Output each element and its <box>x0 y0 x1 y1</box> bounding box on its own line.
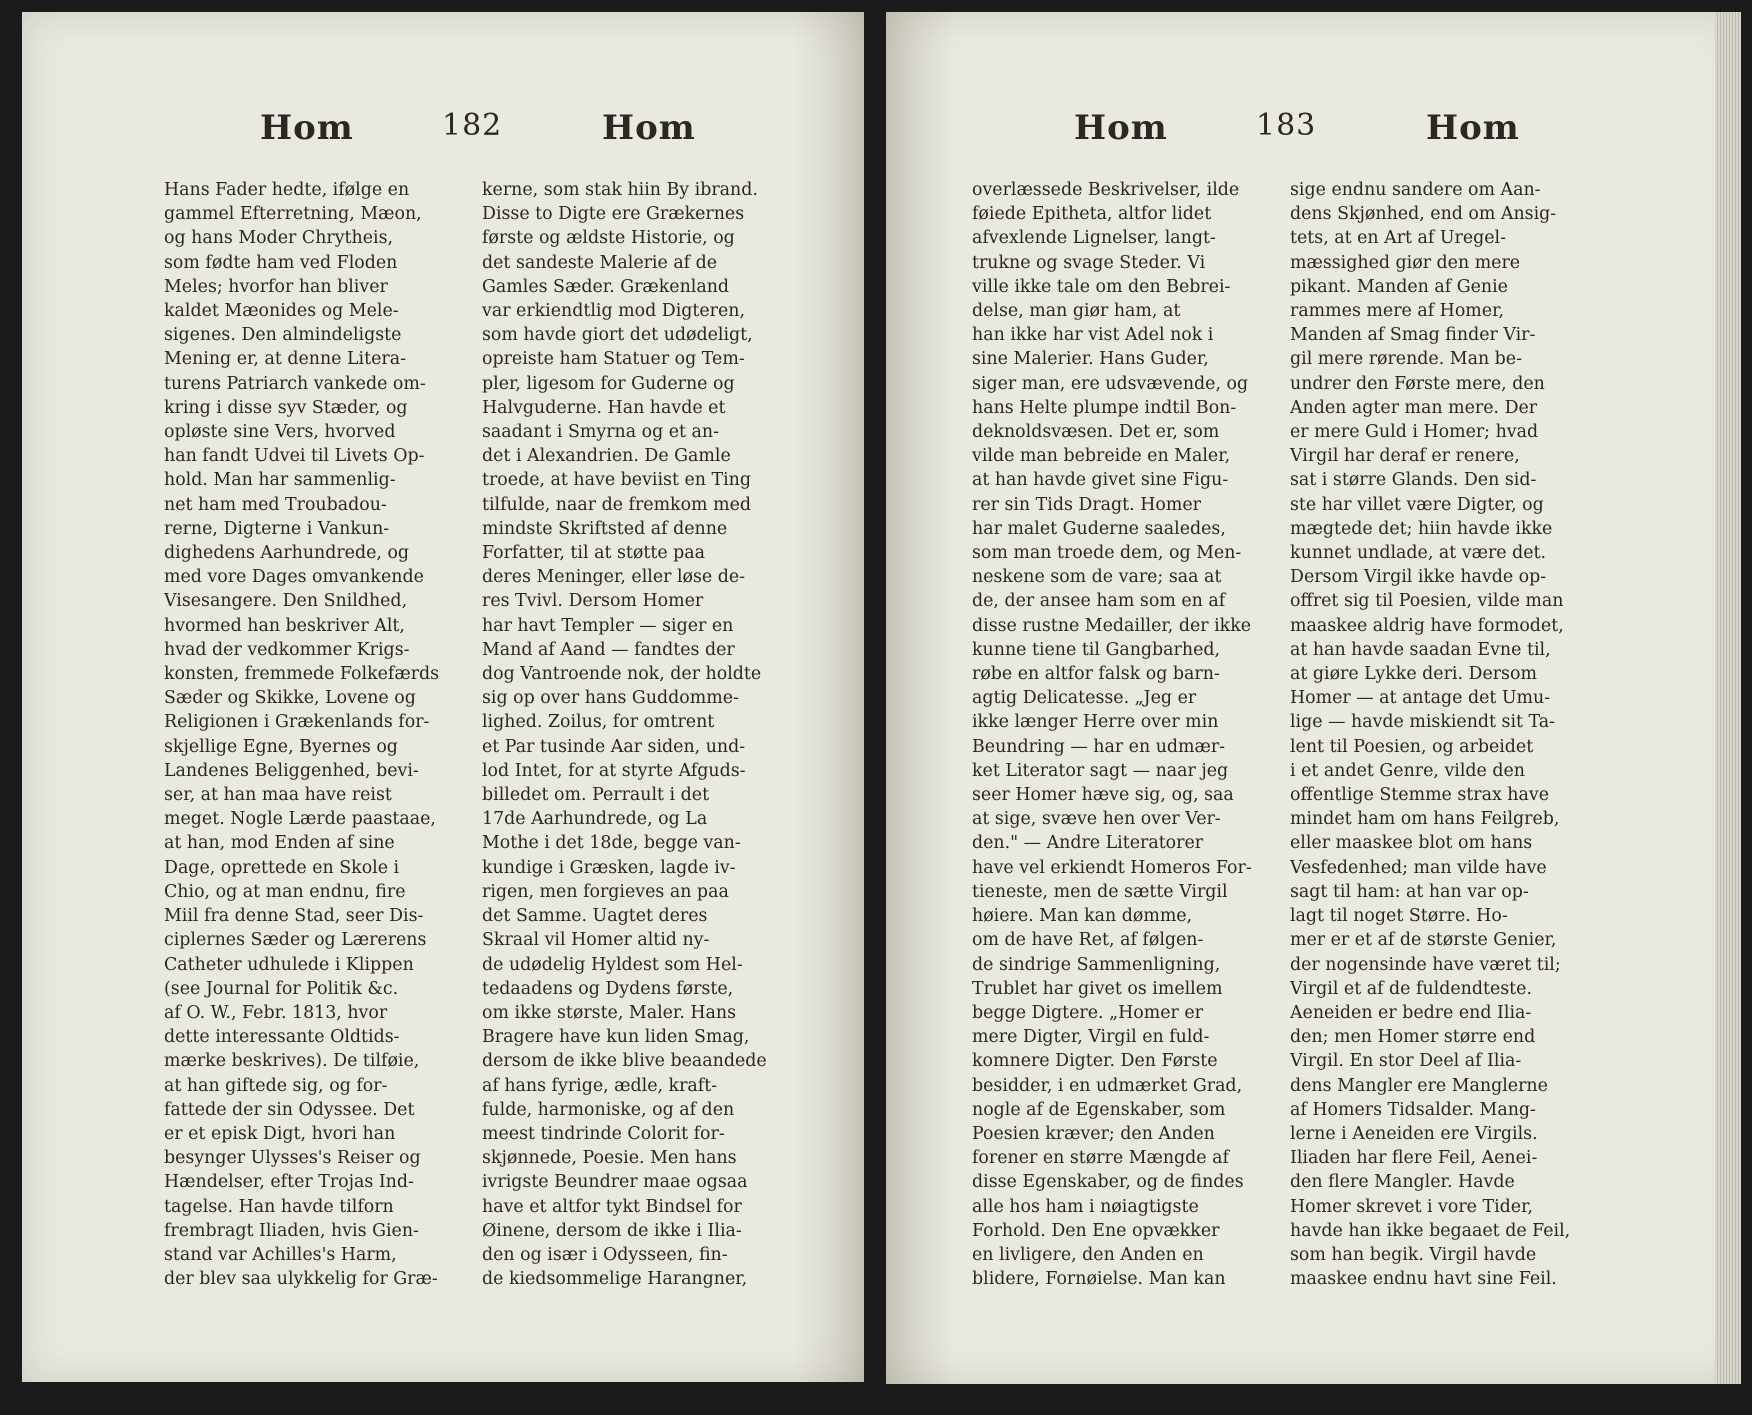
text-line: en livligere, den Anden en <box>972 1244 1204 1265</box>
text-line: mæssighed giør den mere <box>1290 252 1521 273</box>
text-line: Gamles Sæder. Grækenland <box>482 276 730 297</box>
text-line: Skraal vil Homer altid ny- <box>482 930 710 951</box>
text-line: Chio, og at man endnu, fire <box>164 881 406 902</box>
text-line: havde han ikke begaaet de Feil, <box>1290 1220 1571 1241</box>
text-line: Disse to Digte ere Grækernes <box>482 204 745 225</box>
text-line: sig op over hans Guddomme- <box>482 688 739 709</box>
text-line: mer er et af de største Genier, <box>1290 930 1557 951</box>
text-line: 17de Aarhundrede, og La <box>482 809 708 830</box>
text-line: res Tvivl. Dersom Homer <box>482 591 704 612</box>
text-line: gil mere rørende. Man be- <box>1290 349 1522 370</box>
running-head-right: Hom <box>602 108 696 148</box>
text-line: dens Mangler ere Manglerne <box>1290 1075 1548 1096</box>
text-line: at han havde givet sine Figu- <box>972 470 1229 491</box>
text-column-left <box>164 178 460 1291</box>
text-line: have vel erkiendt Homeros For- <box>972 857 1252 878</box>
text-line: den flere Mangler. Havde <box>1290 1172 1515 1193</box>
running-head-right: Hom <box>1426 108 1520 148</box>
text-line: som fødte ham ved Floden <box>164 252 398 273</box>
text-line: dens Skjønhed, end om Ansig- <box>1290 204 1557 225</box>
text-line: Beundring — har en udmær- <box>972 736 1226 757</box>
text-line: som han begik. Virgil havde <box>1290 1244 1537 1265</box>
text-line: lagt til noget Større. Ho- <box>1290 906 1508 927</box>
text-line: Mothe i det 18de, begge van- <box>482 833 741 854</box>
text-line: Aeneiden er bedre end Ilia- <box>1290 1002 1532 1023</box>
text-line: gammel Efterretning, Mæon, <box>164 204 422 225</box>
text-line: Manden af Smag finder Vir- <box>1290 325 1536 346</box>
text-line: hvad der vedkommer Krigs- <box>164 639 410 660</box>
text-line: Iliaden har flere Feil, Aenei- <box>1290 1148 1538 1169</box>
text-line: Dersom Virgil ikke havde op- <box>1290 567 1547 588</box>
text-line: skjønnede, Poesie. Men hans <box>482 1148 737 1169</box>
text-line: besidder, i en udmærket Grad, <box>972 1075 1243 1096</box>
text-line: Homer — at antage det Umu- <box>1290 688 1551 709</box>
text-line: opreiste ham Statuer og Tem- <box>482 349 745 370</box>
text-line: eller maaskee blot om hans <box>1290 833 1533 854</box>
text-line: trukne og svage Steder. Vi <box>972 252 1206 273</box>
text-line: føiede Epitheta, altfor lidet <box>972 204 1212 225</box>
text-line: Virgil har deraf er renere, <box>1290 446 1520 467</box>
text-line: seer Homer hæve sig, og, saa <box>972 785 1234 806</box>
text-line: Poesien kræver; den Anden <box>972 1123 1215 1144</box>
text-line: opløste sine Vers, hvorved <box>164 422 396 443</box>
text-line: skjellige Egne, Byernes og <box>164 736 398 757</box>
text-line: lent til Poesien, og arbeidet <box>1290 736 1534 757</box>
text-line: rerne, Digterne i Vankun- <box>164 518 390 539</box>
text-line: lige — havde miskiendt sit Ta- <box>1290 712 1556 733</box>
text-line: deres Meninger, eller løse de- <box>482 567 746 588</box>
text-line: er et episk Digt, hvori han <box>164 1123 396 1144</box>
text-line: at sige, svæve hen over Ver- <box>972 809 1221 830</box>
text-line: pikant. Manden af Genie <box>1290 276 1508 297</box>
text-line: alle hos ham i nøiagtigste <box>972 1196 1199 1217</box>
left-page <box>22 12 864 1382</box>
text-line: forener en større Mængde af <box>972 1148 1229 1169</box>
text-line: begge Digtere. „Homer er <box>972 1002 1203 1023</box>
text-line: at giøre Lykke deri. Dersom <box>1290 664 1537 685</box>
text-line: kerne, som stak hiin By ibrand. <box>482 180 758 200</box>
text-line: sigenes. Den almindeligste <box>164 325 402 346</box>
text-line: ville ikke tale om den Bebrei- <box>972 276 1231 297</box>
text-line: fattede der sin Odyssee. Det <box>164 1099 415 1120</box>
text-line: offret sig til Poesien, vilde man <box>1290 591 1564 612</box>
text-line: mærke beskrives). De tilføie, <box>164 1051 420 1072</box>
text-line: tets, at en Art af Uregel- <box>1290 228 1506 249</box>
text-line: Virgil et af de fuldendteste. <box>1290 978 1532 999</box>
text-line: blidere, Fornøielse. Man kan <box>972 1269 1226 1290</box>
text-line: kring i disse syv Stæder, og <box>164 397 408 418</box>
text-line: turens Patriarch vankede om- <box>164 373 426 394</box>
text-line: dette interessante Oldtids- <box>164 1027 400 1048</box>
text-line: den og især i Odysseen, fin- <box>482 1244 728 1265</box>
text-line: meest tindrinde Colorit for- <box>482 1123 725 1144</box>
text-line: siger man, ere udsvævende, og <box>972 373 1249 394</box>
text-line: agtig Delicatesse. „Jeg er <box>972 688 1197 709</box>
text-line: ste har villet være Digter, og <box>1290 494 1544 515</box>
text-line: Dage, oprettede en Skole i <box>164 857 400 878</box>
text-line: om de have Ret, af følgen- <box>972 930 1204 951</box>
text-line: rigen, men forgieves an paa <box>482 881 729 902</box>
text-line: røbe en altfor falsk og barn- <box>972 664 1220 685</box>
text-line: sagt til ham: at han var op- <box>1290 881 1529 902</box>
text-line: overlæssede Beskrivelser, ilde <box>972 180 1240 200</box>
text-line: hvormed han beskriver Alt, <box>164 615 405 636</box>
text-line: tieneste, men de sætte Virgil <box>972 881 1228 902</box>
text-line: den." — Andre Literatorer <box>972 833 1204 854</box>
text-line: neskene som de vare; saa at <box>972 567 1222 588</box>
text-line: besynger Ulysses's Reiser og <box>164 1148 421 1169</box>
text-line: som havde giort det udødeligt, <box>482 325 753 346</box>
text-line: Halvguderne. Han havde et <box>482 397 726 418</box>
text-line: Meles; hvorfor han bliver <box>164 276 388 297</box>
text-line: sat i større Glands. Den sid- <box>1290 470 1537 491</box>
text-line: stand var Achilles's Harm, <box>164 1244 397 1265</box>
text-line: tedaadens og Dydens første, <box>482 978 734 999</box>
text-line: lighed. Zoilus, for omtrent <box>482 712 715 733</box>
text-line: kunne tiene til Gangbarhed, <box>972 639 1221 660</box>
text-line: ivrigste Beundrer maae ogsaa <box>482 1172 748 1193</box>
text-line: konsten, fremmede Folkefærds <box>164 664 440 685</box>
text-line: ciplernes Sæder og Lærerens <box>164 930 427 951</box>
text-line: maaskee aldrig have formodet, <box>1290 615 1564 636</box>
text-line: billedet om. Perrault i det <box>482 785 710 806</box>
text-line: Virgil. En stor Deel af Ilia- <box>1290 1051 1522 1072</box>
text-line: han ikke har vist Adel nok i <box>972 325 1214 346</box>
text-column-left <box>972 178 1266 1291</box>
text-line: Forfatter, til at støtte paa <box>482 543 706 564</box>
page-number: 182 <box>442 108 503 143</box>
text-line: mere Digter, Virgil en fuld- <box>972 1027 1210 1048</box>
text-line: Øinene, dersom de ikke i Ilia- <box>482 1220 742 1241</box>
text-line: de sindrige Sammenligning, <box>972 954 1221 975</box>
text-line: Forhold. Den Ene opvækker <box>972 1220 1220 1241</box>
text-line: Homer skrevet i vore Tider, <box>1290 1196 1533 1217</box>
text-line: at han, mod Enden af sine <box>164 833 395 854</box>
text-line: Miil fra denne Stad, seer Dis- <box>164 906 424 927</box>
text-line: meget. Nogle Lærde paastaae, <box>164 809 436 830</box>
text-line: ser, at han maa have reist <box>164 785 392 806</box>
text-line: lod Intet, for at styrte Afguds- <box>482 760 746 781</box>
text-line: saadant i Smyrna og et an- <box>482 422 719 443</box>
text-line: vilde man bebreide en Maler, <box>972 446 1231 467</box>
text-line: offentlige Stemme strax have <box>1290 785 1549 806</box>
text-line: om ikke største, Maler. Hans <box>482 1002 737 1023</box>
text-line: dog Vantroende nok, der holdte <box>482 664 762 685</box>
text-line: kunnet undlade, at være det. <box>1290 543 1547 564</box>
text-line: Mening er, at denne Litera- <box>164 349 406 370</box>
text-line: kaldet Mæonides og Mele- <box>164 301 399 322</box>
text-line: komnere Digter. Den Første <box>972 1051 1218 1072</box>
text-line: Sæder og Skikke, Lovene og <box>164 688 416 709</box>
text-column-right <box>1290 178 1590 1291</box>
text-line: med vore Dages omvankende <box>164 567 424 588</box>
text-line: Catheter udhulede i Klippen <box>164 954 414 975</box>
text-line: net ham med Troubadou- <box>164 494 387 515</box>
text-line: han fandt Udvei til Livets Op- <box>164 446 425 467</box>
text-line: de udødelig Hyldest som Hel- <box>482 954 743 975</box>
text-line: Trublet har givet os imellem <box>972 978 1223 999</box>
text-line: den; men Homer større end <box>1290 1027 1536 1048</box>
text-line: disse Egenskaber, og de findes <box>972 1172 1244 1193</box>
page-number: 183 <box>1256 108 1317 143</box>
text-line: pler, ligesom for Guderne og <box>482 373 735 394</box>
text-line: som man troede dem, og Men- <box>972 543 1242 564</box>
text-line: Landenes Beliggenhed, bevi- <box>164 760 419 781</box>
text-line: og hans Moder Chrytheis, <box>164 228 394 249</box>
text-line: af hans fyrige, ædle, kraft- <box>482 1075 718 1096</box>
text-line: undrer den Første mere, den <box>1290 373 1545 394</box>
text-line: deknoldsvæsen. Det er, som <box>972 422 1220 443</box>
text-line: delse, man giør ham, at <box>972 301 1181 322</box>
text-line: det sandeste Malerie af de <box>482 252 718 273</box>
right-page <box>886 12 1741 1384</box>
text-line: Hans Fader hedte, ifølge en <box>164 180 410 200</box>
text-line: Hændelser, efter Trojas Ind- <box>164 1172 414 1193</box>
text-line: (see Journal for Politik &c. <box>164 978 399 999</box>
text-line: af O. W., Febr. 1813, hvor <box>164 1002 388 1023</box>
text-line: tilfulde, naar de fremkom med <box>482 494 751 515</box>
text-line: mægtede det; hiin havde ikke <box>1290 518 1553 539</box>
text-line: frembragt Iliaden, hvis Gien- <box>164 1220 419 1241</box>
text-line: de, der ansee ham som en af <box>972 591 1226 612</box>
text-line: der nogensinde have været til; <box>1290 954 1561 975</box>
text-line: hans Helte plumpe indtil Bon- <box>972 397 1237 418</box>
text-line: maaskee endnu havt sine Feil. <box>1290 1269 1557 1290</box>
text-line: rammes mere af Homer, <box>1290 301 1505 322</box>
text-line: sige endnu sandere om Aan- <box>1290 180 1541 200</box>
text-line: et Par tusinde Aar siden, und- <box>482 736 746 757</box>
text-line: lerne i Aeneiden ere Virgils. <box>1290 1123 1538 1144</box>
text-line: disse rustne Medailler, der ikke <box>972 615 1252 636</box>
text-line: fulde, harmoniske, og af den <box>482 1099 735 1120</box>
text-line: har malet Guderne saaledes, <box>972 518 1226 539</box>
text-line: afvexlende Lignelser, langt- <box>972 228 1216 249</box>
running-head-left: Hom <box>260 108 354 148</box>
text-line: have et altfor tykt Bindsel for <box>482 1196 742 1217</box>
running-head-left: Hom <box>1074 108 1168 148</box>
text-line: kundige i Græsken, lagde iv- <box>482 857 736 878</box>
text-line: sine Malerier. Hans Guder, <box>972 349 1209 370</box>
text-line: Visesangere. Den Snildhed, <box>164 591 408 612</box>
text-line: var erkiendtlig mod Digteren, <box>482 301 746 322</box>
text-line: i et andet Genre, vilde den <box>1290 760 1525 781</box>
text-line: ket Literator sagt — naar jeg <box>972 760 1229 781</box>
text-line: har havt Templer — siger en <box>482 615 734 636</box>
text-line: det Samme. Uagtet deres <box>482 906 708 927</box>
text-line: nogle af de Egenskaber, som <box>972 1099 1226 1120</box>
text-line: mindste Skriftsted af denne <box>482 518 728 539</box>
text-line: der blev saa ulykkelig for Græ- <box>164 1269 438 1290</box>
text-line: ikke længer Herre over min <box>972 712 1219 733</box>
text-line: Mand af Aand — fandtes der <box>482 639 735 660</box>
text-line: rer sin Tids Dragt. Homer <box>972 494 1201 515</box>
text-line: dighedens Aarhundrede, og <box>164 543 410 564</box>
text-line: er mere Guld i Homer; hvad <box>1290 422 1539 443</box>
text-line: hold. Man har sammenlig- <box>164 470 396 491</box>
text-line: troede, at have beviist en Ting <box>482 470 751 491</box>
text-line: at han havde saadan Evne til, <box>1290 639 1551 660</box>
text-line: dersom de ikke blive beaandede <box>482 1051 767 1072</box>
text-line: mindet ham om hans Feilgreb, <box>1290 809 1560 830</box>
text-line: Religionen i Grækenlands for- <box>164 712 430 733</box>
text-line: at han giftede sig, og for- <box>164 1075 388 1096</box>
text-line: af Homers Tidsalder. Mang- <box>1290 1099 1536 1120</box>
text-line: høiere. Man kan dømme, <box>972 906 1193 927</box>
text-line: det i Alexandrien. De Gamle <box>482 446 731 467</box>
text-line: Anden agter man mere. Der <box>1290 397 1538 418</box>
text-line: første og ældste Historie, og <box>482 228 735 249</box>
text-line: Vesfedenhed; man vilde have <box>1290 857 1547 878</box>
text-column-right <box>482 178 782 1291</box>
text-line: tagelse. Han havde tilforn <box>164 1196 394 1217</box>
text-line: Bragere have kun liden Smag, <box>482 1027 750 1048</box>
text-line: de kiedsommelige Harangner, <box>482 1269 748 1290</box>
